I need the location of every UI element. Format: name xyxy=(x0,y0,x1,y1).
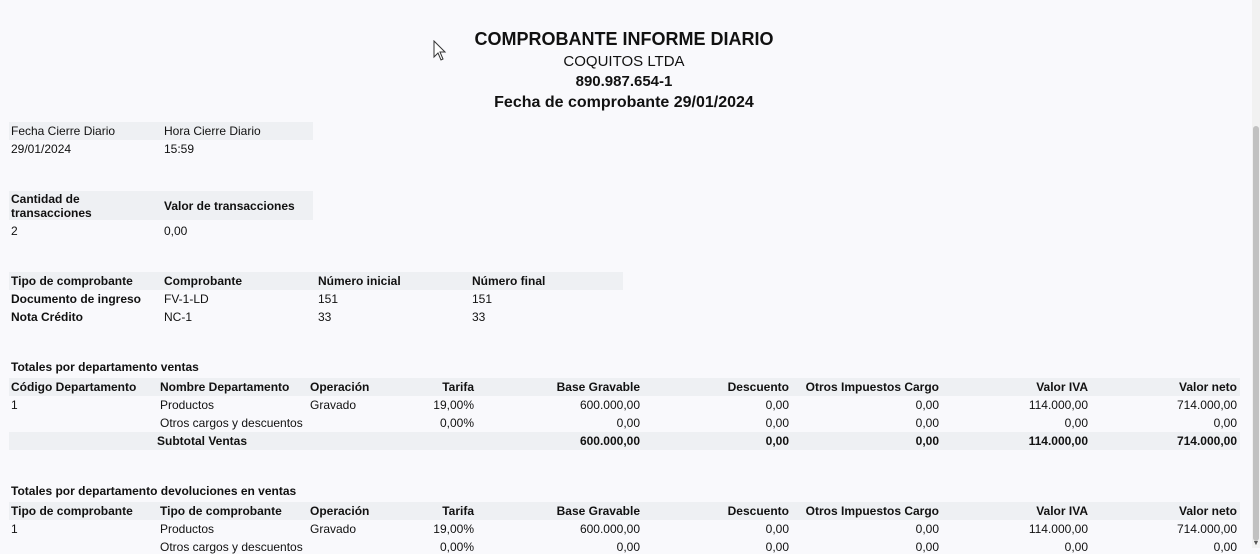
ventas-subtotal-cell: 0,00 xyxy=(765,434,789,448)
ventas-cell: 0,00 xyxy=(1064,416,1088,430)
valor-transacciones-label: Valor de transacciones xyxy=(164,199,295,213)
ventas-subtotal-cell: 600.000,00 xyxy=(579,434,640,448)
devoluciones-section-title: Totales por departamento devoluciones en ventas xyxy=(11,484,297,498)
comprobantes-cell: FV-1-LD xyxy=(164,292,209,306)
ventas-cell: 0,00 xyxy=(915,398,939,412)
devoluciones-header: Valor IVA xyxy=(1036,504,1088,518)
devoluciones-cell: 600.000,00 xyxy=(579,522,640,536)
devoluciones-header: Tipo de comprobante xyxy=(160,504,282,518)
devoluciones-cell: 0,00 xyxy=(1213,540,1237,554)
comprobantes-header: Número inicial xyxy=(318,274,401,288)
report-header xyxy=(0,28,1248,113)
ventas-header: Operación xyxy=(310,380,370,394)
comprobantes-cell: 33 xyxy=(318,310,332,324)
ventas-cell: 0,00 xyxy=(1213,416,1237,430)
comprobantes-cell: 151 xyxy=(472,292,493,306)
devoluciones-cell: Gravado xyxy=(310,522,357,536)
ventas-header: Código Departamento xyxy=(11,380,137,394)
ventas-header: Otros Impuestos Cargo xyxy=(805,380,939,394)
devoluciones-cell: Otros cargos y descuentos xyxy=(160,540,303,554)
ventas-cell: 0,00 xyxy=(616,416,640,430)
cantidad-label-line2: transacciones xyxy=(11,206,92,220)
devoluciones-header: Tipo de comprobante xyxy=(11,504,133,518)
comprobantes-header: Número final xyxy=(472,274,546,288)
cantidad-label-line1: Cantidad de xyxy=(11,192,80,206)
devoluciones-cell: 114.000,00 xyxy=(1028,522,1088,536)
devoluciones-cell: Productos xyxy=(160,522,215,536)
scroll-down-arrow-icon[interactable]: ▼ xyxy=(1252,540,1260,547)
ventas-header: Tarifa xyxy=(442,380,474,394)
devoluciones-cell: 714.000,00 xyxy=(1176,522,1237,536)
devoluciones-cell: 0,00 xyxy=(616,540,640,554)
devoluciones-header: Otros Impuestos Cargo xyxy=(805,504,939,518)
devoluciones-cell: 0,00 xyxy=(1064,540,1088,554)
comprobantes-cell: NC-1 xyxy=(164,310,193,324)
ventas-subtotal-cell: 714.000,00 xyxy=(1176,434,1237,448)
ventas-header: Valor neto xyxy=(1178,380,1237,394)
hora-cierre-label: Hora Cierre Diario xyxy=(164,124,261,138)
vertical-scrollbar[interactable] xyxy=(1252,0,1260,548)
comprobantes-header: Comprobante xyxy=(164,274,242,288)
mouse-cursor-icon xyxy=(433,40,447,62)
ventas-cell: Gravado xyxy=(310,398,357,412)
comprobantes-cell: 33 xyxy=(472,310,486,324)
devoluciones-cell: 0,00% xyxy=(439,540,474,554)
devoluciones-header: Tarifa xyxy=(442,504,474,518)
ventas-header: Nombre Departamento xyxy=(160,380,290,394)
ventas-header: Valor IVA xyxy=(1036,380,1088,394)
ventas-cell: 600.000,00 xyxy=(579,398,640,412)
devoluciones-header: Descuento xyxy=(727,504,789,518)
ventas-cell: 114.000,00 xyxy=(1028,398,1088,412)
ventas-cell: Otros cargos y descuentos xyxy=(160,416,303,430)
devoluciones-cell: 19,00% xyxy=(433,522,474,536)
comprobantes-cell: 151 xyxy=(318,292,339,306)
ventas-cell: 0,00 xyxy=(765,416,789,430)
ventas-cell: 0,00 xyxy=(915,416,939,430)
devoluciones-cell: 0,00 xyxy=(915,540,939,554)
company-name: COQUITOS LTDA xyxy=(563,53,685,70)
devoluciones-cell: 0,00 xyxy=(765,522,789,536)
ventas-header: Descuento xyxy=(727,380,789,394)
company-nit: 890.987.654-1 xyxy=(575,73,673,90)
fecha-cierre-label: Fecha Cierre Diario xyxy=(11,124,116,138)
fecha-cierre-value: 29/01/2024 xyxy=(11,142,72,156)
valor-transacciones-value: 0,00 xyxy=(164,224,188,238)
devoluciones-cell: 0,00 xyxy=(915,522,939,536)
ventas-cell: 19,00% xyxy=(433,398,474,412)
ventas-cell: 714.000,00 xyxy=(1176,398,1237,412)
devoluciones-header: Valor neto xyxy=(1178,504,1237,518)
ventas-subtotal-cell: 114.000,00 xyxy=(1028,434,1088,448)
comprobantes-header: Tipo de comprobante xyxy=(11,274,133,288)
ventas-header: Base Gravable xyxy=(556,380,640,394)
ventas-subtotal-label: Subtotal Ventas xyxy=(157,434,248,448)
ventas-cell: 1 xyxy=(11,398,18,412)
scrollbar-thumb[interactable] xyxy=(1253,126,1259,541)
ventas-section-title: Totales por departamento ventas xyxy=(11,360,199,374)
comprobantes-cell: Nota Crédito xyxy=(11,310,83,324)
ventas-cell: Productos xyxy=(160,398,215,412)
hora-cierre-value: 15:59 xyxy=(164,142,195,156)
cantidad-value: 2 xyxy=(11,224,18,238)
comprobantes-cell: Documento de ingreso xyxy=(11,292,142,306)
report-date: Fecha de comprobante 29/01/2024 xyxy=(494,94,754,111)
devoluciones-cell: 1 xyxy=(11,522,18,536)
devoluciones-header: Operación xyxy=(310,504,370,518)
ventas-cell: 0,00 xyxy=(765,398,789,412)
devoluciones-cell: 0,00 xyxy=(765,540,789,554)
report-title: COMPROBANTE INFORME DIARIO xyxy=(474,29,774,49)
ventas-cell: 0,00% xyxy=(439,416,474,430)
devoluciones-header: Base Gravable xyxy=(556,504,640,518)
ventas-subtotal-cell: 0,00 xyxy=(915,434,939,448)
